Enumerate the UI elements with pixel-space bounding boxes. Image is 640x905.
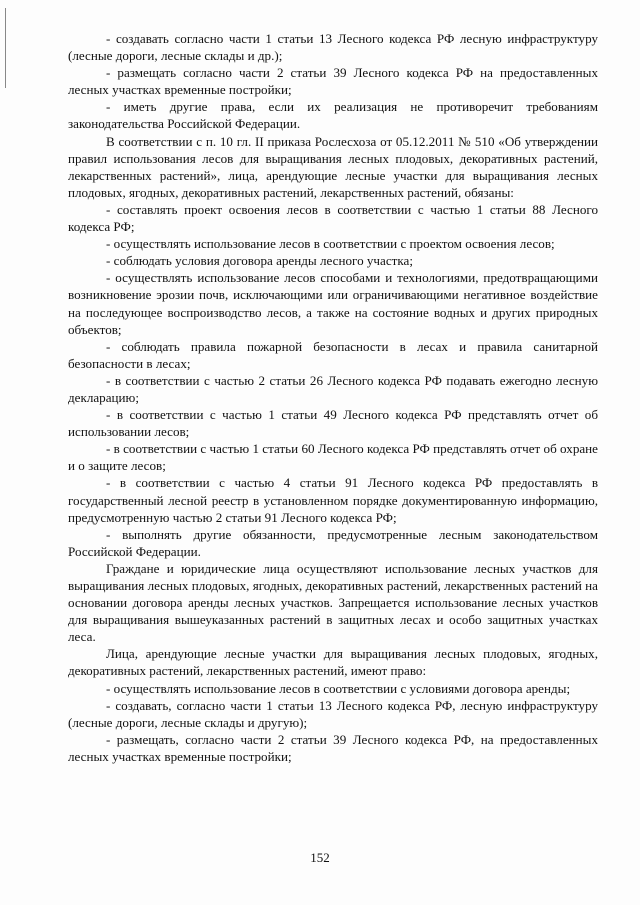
- paragraph: - в соответствии с частью 1 статьи 49 Лесного кодекса РФ представлять отчет об использовании лесов;: [68, 407, 598, 440]
- paragraph: - в соответствии с частью 2 статьи 26 Лесного кодекса РФ подавать ежегодно лесную декларацию;: [68, 372, 598, 405]
- paragraph: Лица, арендующие лесные участки для выращивания лесных плодовых, ягодных, декоративных растений, лекарственных растений, имеют право:: [68, 646, 598, 679]
- paragraph: - в соответствии с частью 4 статьи 91 Лесного кодекса РФ предоставлять в государственный лесной реестр в установленном порядке документированную информацию, предусмотренную частью 2 статьи 91 Лесного кодекса РФ;: [68, 475, 598, 525]
- paragraph: - осуществлять использование лесов в соответствии с условиями договора аренды;: [106, 680, 571, 696]
- page-number: 152: [310, 850, 330, 865]
- paragraph: - осуществлять использование лесов в соответствии с проектом освоения лесов;: [106, 236, 555, 252]
- scan-edge-line: [5, 8, 6, 88]
- paragraph: Граждане и юридические лица осуществляют использование лесных участков для выращивания лесных плодовых, ягодных, декоративных растений, лекарственных растений на основании договора аренды лесных участков. Запрещается использование лесных участков для выращивания вышеуказанных растений в защитных лесах и особо защитных участках леса.: [68, 560, 598, 645]
- paragraph: - соблюдать правила пожарной безопасности в лесах и правила санитарной безопасности в лесах;: [68, 338, 598, 371]
- paragraph: - осуществлять использование лесов способами и технологиями, предотвращающими возникновение эрозии почв, исключающими или ограничивающими негативное воздействие на последующее воспроизводство лесов, а также на состояние водных и других природных объектов;: [68, 270, 598, 337]
- body-text: [68, 30, 598, 765]
- paragraph: - выполнять другие обязанности, предусмотренные лесным законодательством Российской Федерации.: [68, 526, 598, 559]
- paragraph: - в соответствии с частью 1 статьи 60 Лесного кодекса РФ представлять отчет об охране и о защите лесов;: [68, 441, 598, 474]
- paragraph: - иметь другие права, если их реализация не противоречит требованиям законодательства Российской Федерации.: [68, 99, 598, 132]
- paragraph: - размещать, согласно части 2 статьи 39 Лесного кодекса РФ, на предоставленных лесных участках временные постройки;: [68, 731, 598, 764]
- paragraph: - создавать согласно части 1 статьи 13 Лесного кодекса РФ лесную инфраструктуру (лесные дороги, лесные склады и др.);: [68, 31, 598, 64]
- paragraph: - создавать, согласно части 1 статьи 13 Лесного кодекса РФ, лесную инфраструктуру (лесные дороги, лесные склады и другую);: [68, 697, 598, 730]
- paragraph: - составлять проект освоения лесов в соответствии с частью 1 статьи 88 Лесного кодекса РФ;: [68, 201, 598, 235]
- paragraph: - размещать согласно части 2 статьи 39 Лесного кодекса РФ на предоставленных лесных участках временные постройки;: [68, 65, 598, 98]
- paragraph: - соблюдать условия договора аренды лесного участка;: [106, 253, 413, 269]
- paragraph: В соответствии с п. 10 гл. II приказа Рослесхоза от 05.12.2011 № 510 «Об утверждении правил использования лесов для выращивания лесных плодовых, декоративных растений, лекарственных растений», лица, арендующие лесные участки для выращивания лесных плодовых, ягодных, декоративных растений, лекарственных растений, обязаны:: [68, 133, 598, 200]
